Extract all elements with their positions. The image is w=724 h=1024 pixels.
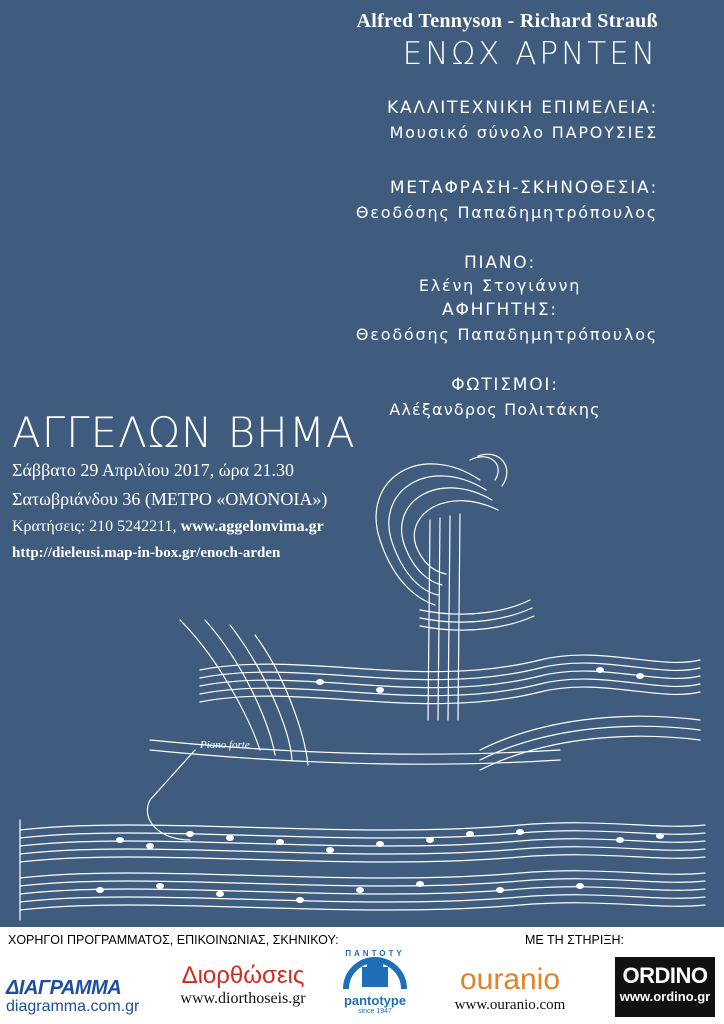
sponsors-footer (0, 927, 724, 1024)
credit-role-5: ΦΩΤΙΣΜΟΙ: (451, 375, 559, 395)
event-url[interactable]: http://dieleusi.map-in-box.gr/enoch-arden (12, 545, 281, 561)
sheet-music-piano-art (0, 420, 724, 927)
diagramma-wordmark: ΔΙΑΓΡΑΜΜΑ (6, 977, 122, 999)
diorthoseis-url: www.diorthoseis.gr (180, 990, 306, 1007)
ordino-wordmark: ORDINO (622, 963, 708, 988)
authors: Alfred Tennyson - Richard Strauß (356, 10, 658, 32)
credit-name-1: Μουσικό σύνολο ΠΑΡΟΥΣΙΕΣ (389, 123, 658, 142)
play-title: ΕΝΩΧ ΑΡΝΤΕΝ (402, 36, 658, 72)
pantotype-since: since 1947 (358, 1008, 392, 1015)
credit-name-3: Ελένη Στογιάννη (418, 276, 582, 295)
score-marking: Piano forte (200, 739, 250, 751)
pantotype-wordmark: pantotype (343, 993, 407, 1008)
diagramma-url: diagramma.com.gr (6, 998, 140, 1015)
diorthoseis-wordmark: Διορθώσεις (181, 962, 305, 989)
logo-diorthoseis[interactable] (178, 962, 308, 1008)
credit-name-5: Αλέξανδρος Πολιτάκης (389, 400, 601, 419)
event-date: Σάββατο 29 Απριλίου 2017, ώρα 21.30 (12, 460, 295, 480)
logo-ordino[interactable] (615, 957, 715, 1017)
credit-name-4: Θεοδόσης Παπαδημητρόπουλος (355, 325, 658, 344)
credit-role-3: ΠΙΑΝΟ: (463, 253, 537, 273)
logo-diagramma[interactable] (6, 977, 156, 1016)
venue-address: Σατωβριάνδου 36 (ΜΕΤΡΟ «ΟΜΟΝΟΙΑ») (12, 489, 328, 509)
venue-name: ΑΓΓΕΛΩΝ ΒΗΜΑ (12, 408, 356, 457)
ouranio-url: www.ouranio.com (454, 997, 566, 1013)
ordino-url: www.ordino.gr (619, 989, 711, 1004)
ouranio-wordmark: ouranio (459, 963, 561, 996)
credit-name-2: Θεοδόσης Παπαδημητρόπουλος (355, 203, 658, 222)
logo-ouranio[interactable] (445, 965, 575, 1014)
credit-role-2: ΜΕΤΑΦΡΑΣΗ-ΣΚΗΝΟΘΕΣΙΑ: (389, 178, 658, 198)
booking-phone: Κρατήσεις: 210 5242211, (12, 518, 181, 535)
support-label: ΜΕ ΤΗ ΣΤΗΡΙΞΗ: (525, 933, 624, 947)
logo-pantotype[interactable] (340, 949, 410, 1015)
credit-role-4: ΑΦΗΓΗΤΗΣ: (442, 300, 558, 320)
pantotype-arc-text: ΠΑΝΤΟΤΥ (345, 949, 405, 958)
booking-website[interactable]: www.aggelonvima.gr (180, 518, 324, 535)
credit-role-1: ΚΑΛΛΙΤΕΧΝΙΚΗ ΕΠΙΜΕΛΕΙΑ: (387, 98, 658, 118)
sponsors-label: ΧΟΡΗΓΟΙ ΠΡΟΓΡΑΜΜΑΤΟΣ, ΕΠΙΚΟΙΝΩΝΙΑΣ, ΣΚΗΝΙΚΟΥ: (8, 933, 339, 947)
